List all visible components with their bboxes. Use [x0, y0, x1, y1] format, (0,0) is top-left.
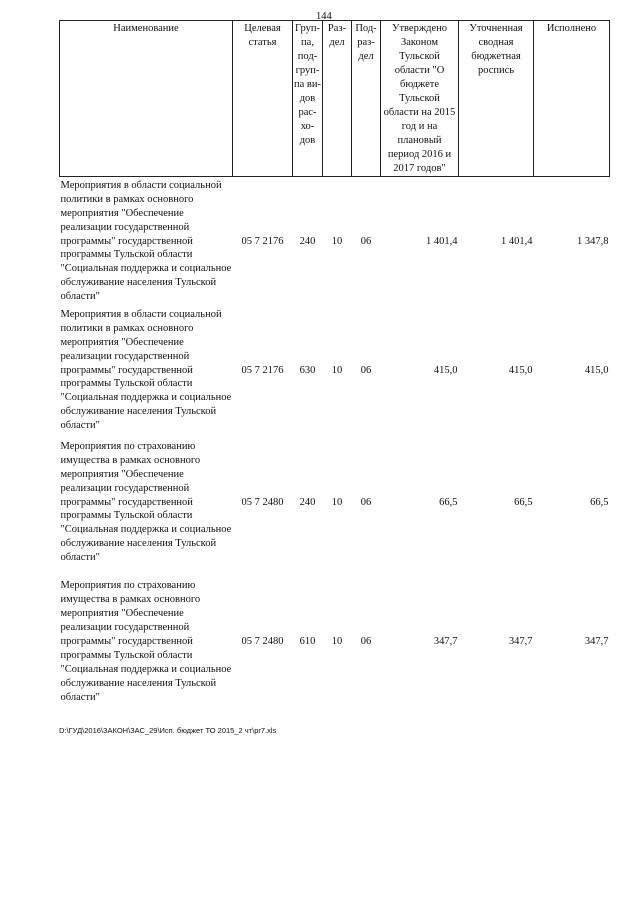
row-executed: 415,0	[584, 364, 609, 376]
row-name: Мероприятия по страхованию имущества в рамках основного мероприятия "Обеспечение реализации государственной программы" государственной программы Тульской области "Социальная поддержка и социальное обслуживание населения Тульской области"	[60, 580, 232, 704]
row-approved: 66,5	[439, 496, 458, 508]
row-group: 630	[299, 364, 316, 376]
header-refined: Уточненная сводная бюджетная роспись	[459, 21, 534, 177]
row-target: 05 7 2480	[241, 636, 284, 648]
row-target: 05 7 2176	[241, 235, 284, 247]
row-subsection: 06	[360, 235, 372, 247]
row-refined: 347,7	[508, 636, 533, 648]
table-row	[60, 435, 610, 569]
header-target: Целевая статья	[233, 21, 293, 177]
file-path-footer: D:\ГУД\2016\ЗАКОН\ЗАС_29\Исп. бюджет ТО 2015_2 чт\pr7.xls	[59, 726, 277, 735]
row-name: Мероприятия по страхованию имущества в рамках основного мероприятия "Обеспечение реализации государственной программы" государственной программы Тульской области "Социальная поддержка и социальное обслуживание населения Тульской области"	[60, 440, 232, 564]
row-executed: 66,5	[590, 496, 609, 508]
row-approved: 347,7	[433, 636, 458, 648]
header-executed: Исполнено	[534, 21, 610, 177]
row-subsection: 06	[360, 496, 372, 508]
row-name: Мероприятия в области социальной политики в рамках основного мероприятия "Обеспечение реализации государственной программы" государственной программы Тульской области "Социальная поддержка и социальное обслуживание населения Тульской области"	[60, 179, 232, 303]
table-row	[60, 305, 610, 435]
table-row	[60, 177, 610, 306]
row-refined: 1 401,4	[501, 235, 533, 247]
table-row	[60, 579, 610, 705]
header-section: Раз-дел	[323, 21, 352, 177]
row-group: 610	[299, 636, 316, 648]
row-subsection: 06	[360, 636, 372, 648]
row-subsection: 06	[360, 364, 372, 376]
row-spacer	[60, 569, 610, 579]
row-approved: 1 401,4	[426, 235, 458, 247]
row-name: Мероприятия в области социальной политики в рамках основного мероприятия "Обеспечение реализации государственной программы" государственной программы Тульской области "Социальная поддержка и социальное обслуживание населения Тульской области"	[60, 308, 232, 432]
row-refined: 415,0	[508, 364, 533, 376]
row-target: 05 7 2176	[241, 364, 284, 376]
page-number: 144	[316, 11, 332, 22]
row-section: 10	[331, 235, 343, 247]
row-executed: 1 347,8	[577, 235, 609, 247]
row-executed: 347,7	[584, 636, 609, 648]
table-header-row	[60, 21, 610, 177]
row-group: 240	[299, 235, 316, 247]
row-section: 10	[331, 636, 343, 648]
header-group: Груп-па, под-груп-па ви-дов рас-хо-дов	[293, 21, 323, 177]
header-name: Наименование	[60, 21, 233, 177]
row-refined: 66,5	[514, 496, 533, 508]
row-approved: 415,0	[433, 364, 458, 376]
row-target: 05 7 2480	[241, 496, 284, 508]
budget-table	[59, 20, 610, 705]
row-group: 240	[299, 496, 316, 508]
header-subsection: Под-раз-дел	[352, 21, 381, 177]
header-approved: Утверждено Законом Тульской области "О бюджете Тульской области на 2015 год и на плановый период 2016 и 2017 годов"	[381, 21, 459, 177]
row-section: 10	[331, 364, 343, 376]
row-section: 10	[331, 496, 343, 508]
